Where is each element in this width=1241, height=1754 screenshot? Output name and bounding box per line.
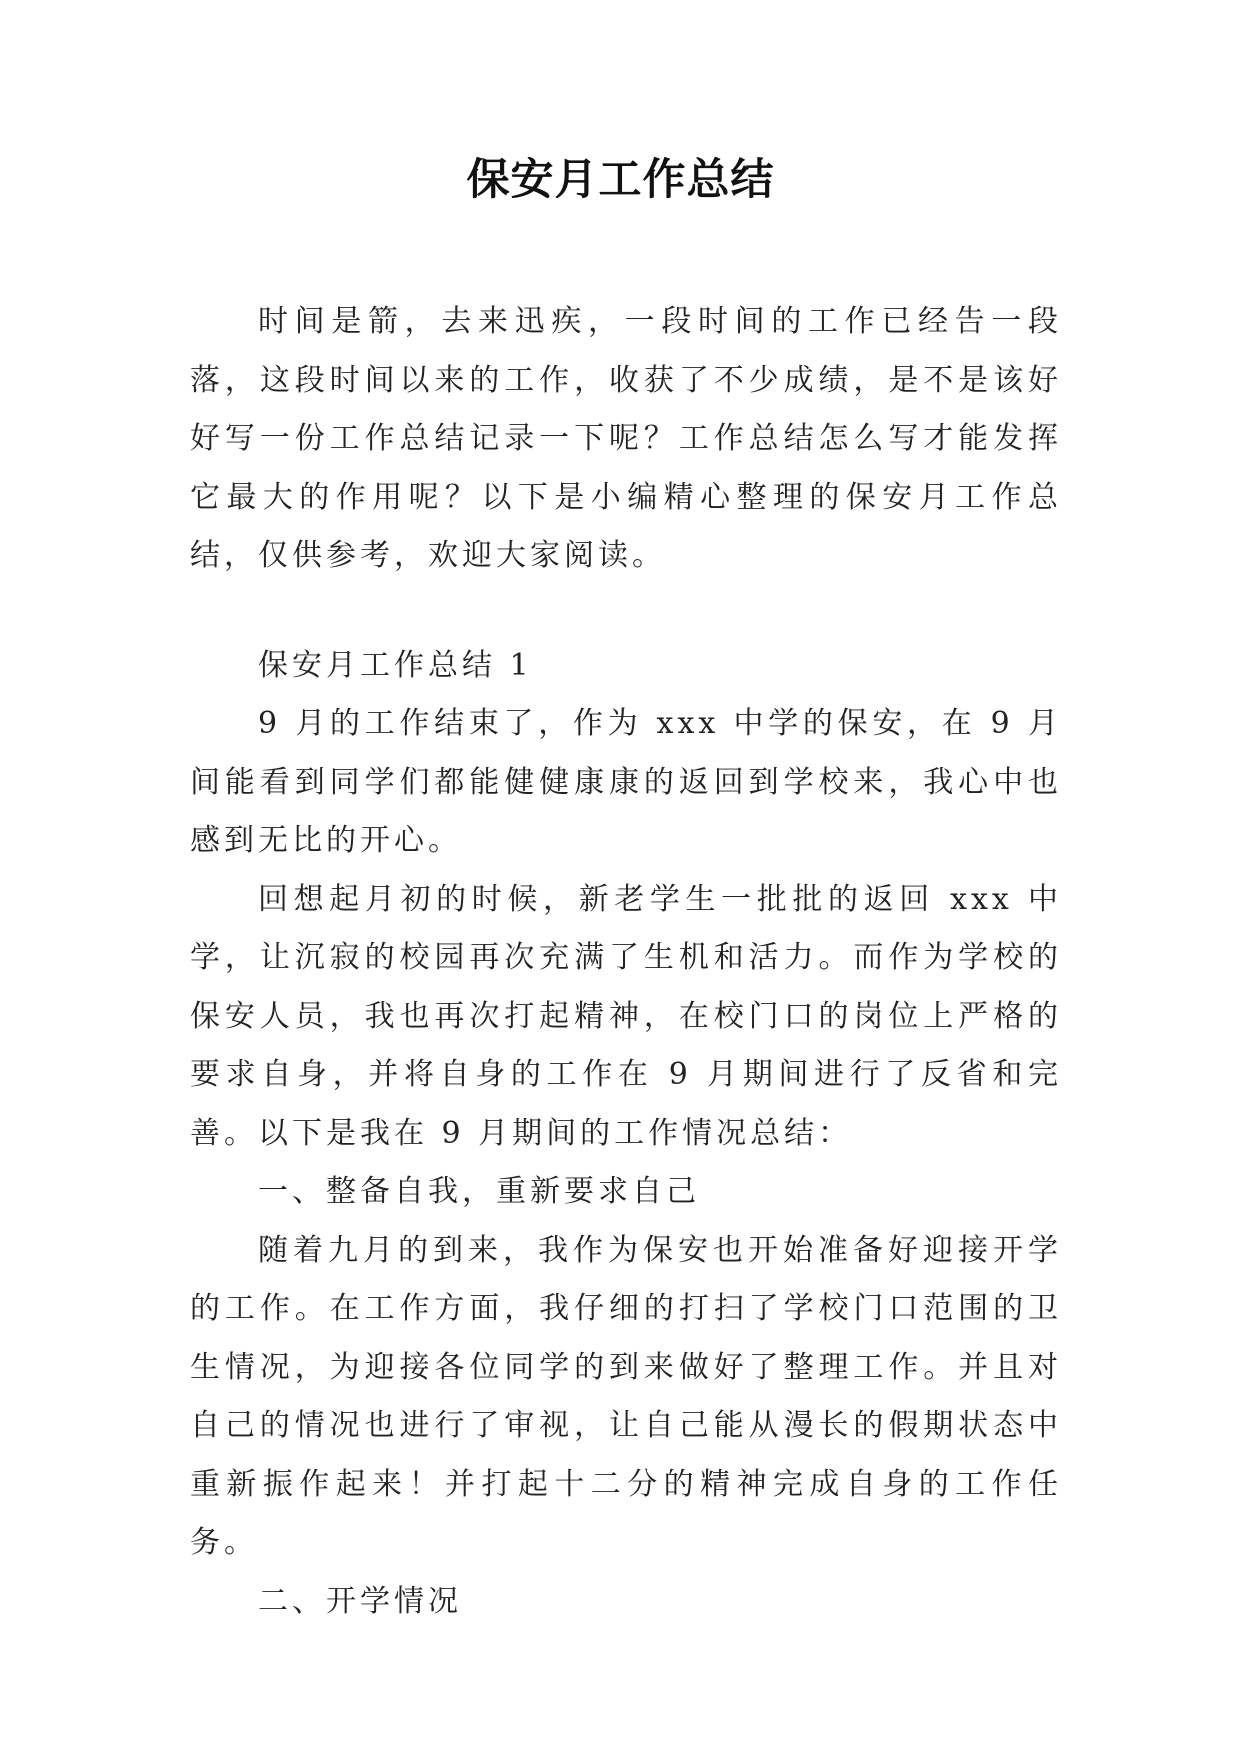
document-title: 保安月工作总结 [466, 155, 775, 205]
section-title: 保安月工作总结 1 [258, 647, 533, 683]
subheading: 一、整备自我，重新要求自己 [258, 1174, 700, 1209]
subheading: 二、开学情况 [258, 1583, 462, 1619]
document-body [190, 293, 1062, 1631]
intro-paragraph: 时间是箭，去来迅疾，一段时间的工作已经告一段落，这段时间以来的工作，收获了不少成绩，是不是该好好写一份工作总结记录一下呢？工作总结怎么写才能发挥它最大的作用呢？以下是小编精心整理的保安月工作总结，仅供参考，欢迎大家阅读。 [190, 304, 1062, 573]
body-paragraph: 随着九月的到来，我作为保安也开始准备好迎接开学的工作。在工作方面，我仔细的打扫了学校门口范围的卫生情况，为迎接各位同学的到来做好了整理工作。并且对自己的情况也进行了审视，让自己能从漫长的假期状态中重新振作起来！并打起十二分的精神完成自身的工作任务。 [190, 1232, 1062, 1560]
body-paragraph: 9 月的工作结束了，作为 xxx 中学的保安，在 9 月间能看到同学们都能健健康康的返回到学校来，我心中也感到无比的开心。 [190, 706, 1062, 858]
body-paragraph: 回想起月初的时候，新老学生一批批的返回 xxx 中学，让沉寂的校园再次充满了生机和活力。而作为学校的保安人员，我也再次打起精神，在校门口的岗位上严格的要求自身，并将自身的工作在 9 月期间进行了反省和完善。以下是我在 9 月期间的工作情况总结： [190, 881, 1062, 1151]
